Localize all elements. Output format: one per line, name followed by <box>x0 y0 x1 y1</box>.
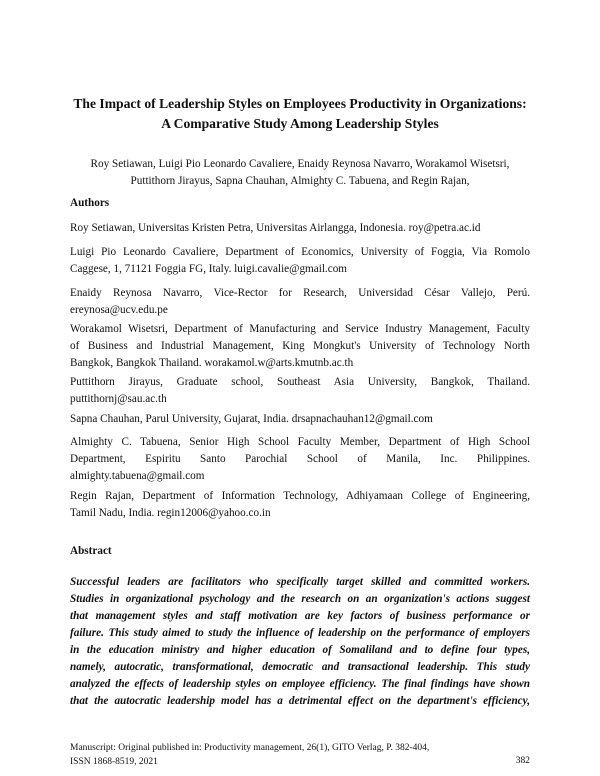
manuscript-footer <box>70 742 429 769</box>
title-line-2: A Comparative Study Among Leadership Styles <box>161 116 439 131</box>
abstract-line: analyzed the effects of leadership styles on employee efficiency. The final findings have shown <box>70 678 530 690</box>
abstract-line: in the education ministry and higher education of Somaliland and to define four types, <box>70 644 530 656</box>
footer-line-2: ISSN 1868-8519, 2021 <box>70 756 158 767</box>
affiliation-luigi-cavaliere <box>70 244 530 278</box>
abstract-line: that management styles and staff motivation are key factors of business performance or <box>70 610 530 622</box>
affiliation-line: Worakamol Wisetsri, Department of Manufacturing and Service Industry Management, Faculty <box>70 323 530 335</box>
author-list-line-2: Puttithorn Jirayus, Sapna Chauhan, Almighty C. Tabuena, and Regin Rajan, <box>130 175 470 187</box>
affiliation-line: Luigi Pio Leonardo Cavaliere, Department of Economics, University of Foggia, Via Romolo <box>70 246 530 258</box>
affiliation-roy-setiawan <box>70 220 530 237</box>
affiliation-line: Enaidy Reynosa Navarro, Vice-Rector for Research, Universidad César Vallejo, Perú. <box>70 287 530 299</box>
abstract-heading: Abstract <box>70 545 112 557</box>
affiliation-line: Tamil Nadu, India. regin12006@yahoo.co.in <box>70 507 271 519</box>
affiliation-line: of Business and Industrial Management, King Mongkut's University of Technology North <box>70 340 530 352</box>
affiliation-enaidy-navarro <box>70 285 530 319</box>
affiliation-line: Almighty C. Tabuena, Senior High School Faculty Member, Department of High School <box>70 436 530 448</box>
affiliation-line: Puttithorn Jirayus, Graduate school, Southeast Asia University, Bangkok, Thailand. <box>70 376 530 388</box>
affiliation-line: Department, Espiritu Santo Parochial School of Manila, Inc. Philippines. <box>70 453 530 465</box>
author-list <box>50 156 550 190</box>
authors-heading: Authors <box>70 197 110 209</box>
affiliation-almighty-tabuena <box>70 434 530 485</box>
affiliation-line: Caggese, 1, 71121 Foggia FG, Italy. luigi.cavalie@gmail.com <box>70 263 347 275</box>
abstract-line: that the autocratic leadership model has a detrimental effect on the department's efficiency, <box>70 695 530 707</box>
affiliation-line: Sapna Chauhan, Parul University, Gujarat, India. drsapnachauhan12@gmail.com <box>70 413 433 425</box>
affiliation-line: Bangkok, Bangkok Thailand. worakamol.w@arts.kmutnb.ac.th <box>70 357 354 369</box>
affiliation-worakamol-wisetsri <box>70 321 530 372</box>
affiliation-line: Roy Setiawan, Universitas Kristen Petra, Universitas Airlangga, Indonesia. roy@petra.ac.id <box>70 222 481 234</box>
page-number: 382 <box>515 756 530 766</box>
affiliation-line: ereynosa@ucv.edu.pe <box>70 304 168 316</box>
abstract-line: Successful leaders are facilitators who specifically target skilled and committed workers. <box>70 576 530 588</box>
affiliation-puttithorn-jirayus <box>70 374 530 408</box>
affiliation-line: almighty.tabuena@gmail.com <box>70 470 205 482</box>
affiliation-regin-rajan <box>70 488 530 522</box>
footer-line-1: Manuscript: Original published in: Productivity management, 26(1), GITO Verlag, P. 382-404, <box>70 743 430 753</box>
abstract-body <box>70 574 530 710</box>
abstract-line: Studies in organizational psychology and the research on an organization's actions suggest <box>70 593 530 605</box>
abstract-line: failure. This study aimed to study the influence of leadership on the performance of employers <box>70 627 530 639</box>
affiliation-line: puttithornj@sau.ac.th <box>70 393 167 405</box>
affiliation-line: Regin Rajan, Department of Information Technology, Adhiyamaan College of Engineering, <box>70 490 530 502</box>
abstract-line: namely, autocratic, transformational, democratic and transactional leadership. This study <box>70 661 530 673</box>
title-line-1: The Impact of Leadership Styles on Employees Productivity in Organizations: <box>73 96 527 111</box>
author-list-line-1: Roy Setiawan, Luigi Pio Leonardo Cavaliere, Enaidy Reynosa Navarro, Worakamol Wisetsri, <box>90 158 510 170</box>
affiliation-sapna-chauhan <box>70 411 530 428</box>
paper-title <box>40 94 560 134</box>
